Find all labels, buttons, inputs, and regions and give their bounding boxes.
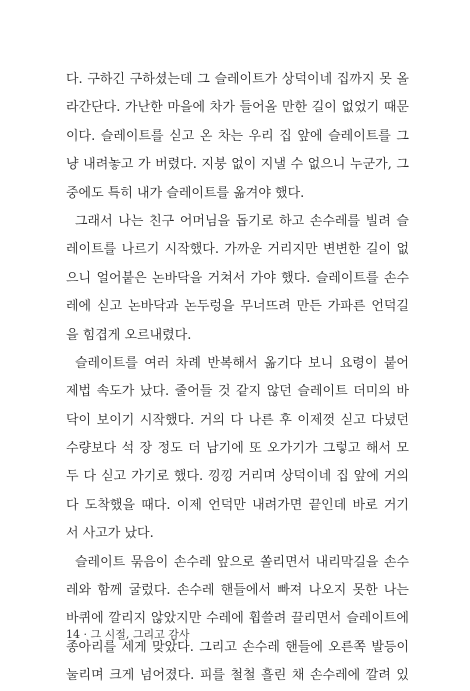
text-line: 다. 구하긴 구하셨는데 그 슬레이트가 상덕이네 집까지 못 올: [66, 72, 409, 87]
text-line: 닥이 보이기 시작했다. 거의 다 나른 후 이제껏 싣고 다녔던: [66, 412, 409, 428]
text-line: 냥 내려놓고 가 버렸다. 지붕 없이 지낼 수 없으니 누군가, 그: [66, 157, 409, 173]
text-line: 종아리를 세게 맞았다. 그리고 손수레 핸들에 오른쪽 발등이: [66, 639, 409, 655]
text-line: 레에 싣고 논바닥과 논두렁을 무너뜨려 만든 가파른 언덕길: [66, 299, 409, 315]
paragraph: [66, 208, 409, 350]
paragraph: [66, 350, 409, 549]
text-line: 바퀴에 깔리지 않았지만 수레에 휩쓸려 끌리면서 슬레이트에: [66, 611, 409, 627]
text-line: 눌리며 크게 넘어졌다. 피를 철철 흘린 채 손수레에 깔려 있: [66, 668, 409, 684]
text-line: 수량보다 석 장 정도 더 남기에 또 오가기가 그렇고 해서 모: [66, 441, 409, 457]
text-line: 라간단다. 가난한 마을에 차가 들어올 만한 길이 없었기 때문: [66, 100, 409, 116]
text-line: 다 도착했을 때다. 이제 언덕만 내려가면 끝인데 바로 거기: [66, 497, 409, 513]
text-line: 서 사고가 났다.: [66, 526, 154, 542]
text-line: 제법 속도가 났다. 줄어들 것 같지 않던 슬레이트 더미의 바: [66, 384, 409, 400]
page-footer: 14 · 그 시절, 그리고 감사: [66, 628, 190, 641]
text-line: 슬레이트 묶음이 손수레 앞으로 쏠리면서 내리막길을 손수: [75, 554, 409, 570]
paragraph: [66, 549, 409, 691]
text-line: 으니 얼어붙은 논바닥을 거쳐서 가야 했다. 슬레이트를 손수: [66, 270, 409, 286]
text-line: 두 다 싣고 가기로 했다. 낑낑 거리며 상덕이네 집 앞에 거의: [66, 469, 409, 485]
text-line: 이다. 슬레이트를 싣고 온 차는 우리 집 앞에 슬레이트를 그: [66, 128, 409, 144]
paragraph: [66, 66, 409, 208]
text-line: 그래서 나는 친구 어머님을 돕기로 하고 손수레를 빌려 슬: [75, 213, 409, 229]
text-line: 슬레이트를 여러 차례 반복해서 옮기다 보니 요령이 붙어: [75, 355, 409, 371]
text-line: 레이트를 나르기 시작했다. 가까운 거리지만 변변한 길이 없: [66, 242, 409, 258]
text-line: 을 힘겹게 오르내렸다.: [66, 327, 192, 343]
text-line: 중에도 특히 내가 슬레이트를 옮겨야 했다.: [66, 185, 305, 201]
body-text: [66, 66, 409, 691]
text-line: 레와 함께 굴렀다. 손수레 핸들에서 빠져 나오지 못한 나는: [66, 583, 409, 599]
